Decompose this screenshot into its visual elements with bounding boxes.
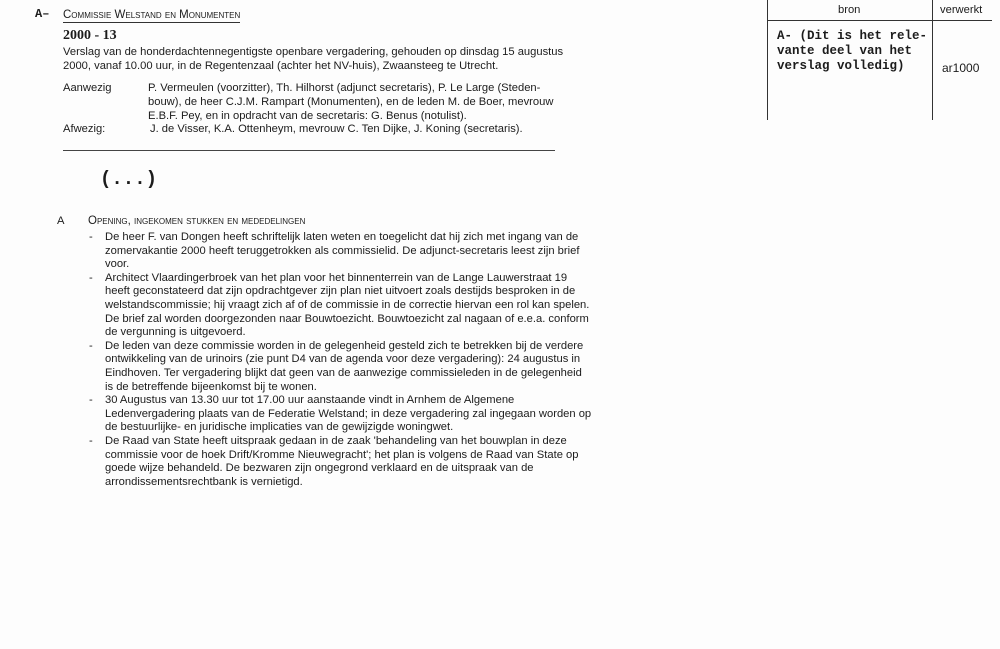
bullet-line: De brief zal worden doorgezonden naar Bouwtoezicht. Bouwtoezicht zal nagaan of e.e.a. conform — [105, 312, 589, 325]
bullet-line: arrondissementsrechtbank is vernietigd. — [105, 475, 303, 488]
present-line: E.B.F. Pey, en in opdracht van de secretaris: G. Benus (notulist). — [148, 110, 467, 122]
intro-line: Verslag van de honderdachtennegentigste openbare vergadering, gehouden op dinsdag 15 augustus — [63, 46, 564, 58]
organization-heading: Commissie Welstand en Monumenten — [63, 9, 241, 21]
bullet-dash: - — [89, 271, 93, 284]
bullet-line: de bestuurlijke- en juridische implicaties van de gewijzigde woningwet. — [105, 421, 454, 434]
bullet-line: is de betreffende bijeenkomst bij te wonen. — [105, 380, 317, 393]
col-processed-header: verwerkt — [940, 4, 983, 16]
absent-label: Afwezig: — [63, 123, 106, 135]
bullet-line: de vergunning is uitgevoerd. — [105, 326, 246, 339]
divider — [63, 150, 555, 151]
margin-mark: A– — [35, 7, 50, 21]
present-label: Aanwezig — [63, 82, 112, 94]
source-note-line: A- (Dit is het rele- — [777, 29, 928, 43]
table-border — [767, 20, 992, 21]
processed-code: ar1000 — [942, 61, 980, 75]
intro-line: 2000, vanaf 10.00 uur, in de Regentenzaal (achter het NV-huis), Zwaansteeg te Utrecht. — [63, 60, 499, 72]
bullet-line: zomervakantie 2000 heeft teruggetrokken als commissielid. De adjunct-secretaris leest zijn brief — [105, 244, 580, 257]
meeting-number: 2000 - 13 — [63, 28, 117, 43]
section-title: Opening, ingekomen stukken en mededelingen — [88, 215, 306, 227]
bullet-line: De Raad van State heeft uitspraak gedaan in de zaak 'behandeling van het bouwplan in deze — [105, 435, 567, 447]
bullet-line: voor. — [105, 258, 130, 271]
section-letter: A — [57, 215, 65, 227]
bullet-line: De leden van deze commissie worden in de gelegenheid gesteld zich te betrekken bij de verdere — [105, 339, 584, 352]
source-note-line: vante deel van het — [777, 44, 913, 58]
bullet-line: heeft geconstateerd dat zijn opdrachtgever zijn plan niet uitvoert zoals destijds besproken in de — [105, 285, 576, 298]
bullet-line: welstandscommissie; hij vraagt zich af of de commissie in de correctie hiervan een rol kan spelen. — [105, 299, 590, 311]
present-line: P. Vermeulen (voorzitter), Th. Hilhorst (adjunct secretaris), P. Le Large (Steden- — [148, 82, 541, 94]
bullet-line: Architect Vlaardingerbroek van het plan voor het binnenterrein van de Lange Lauwerstraat 19 — [105, 271, 568, 284]
bullet-dash: - — [89, 339, 93, 352]
bullet-line: goede wijze behandeld. De bezwaren zijn ongegrond verklaard en de uitspraak van de — [105, 462, 534, 475]
bullet-line: 30 Augustus van 13.30 uur tot 17.00 uur aanstaande vindt in Arnhem de Algemene — [105, 394, 515, 407]
bullet-line: De heer F. van Dongen heeft schriftelijk laten weten en toegelicht dat hij zich met ingang van de — [105, 231, 579, 243]
absent-line: J. de Visser, K.A. Ottenheym, mevrouw C. Ten Dijke, J. Koning (secretaris). — [150, 123, 523, 135]
bullet-dash: - — [89, 394, 93, 407]
bullet-dash: - — [89, 231, 93, 243]
bullet-line: commissie voor de hoek Drift/Kromme Nieuwegracht'; het plan is volgens de Raad van State op — [105, 448, 579, 461]
table-border — [932, 0, 933, 120]
ellipsis: (...) — [100, 168, 158, 190]
col-source-header: bron — [838, 4, 861, 16]
present-line: bouw), de heer C.J.M. Rampart (Monumenten), en de leden M. de Boer, mevrouw — [148, 96, 554, 108]
table-border — [767, 0, 768, 120]
bullet-line: Ledenvergadering plaats van de Federatie Welstand; in deze vergadering zal ingegaan worden op — [105, 407, 592, 420]
bullet-dash: - — [89, 435, 93, 447]
source-note-line: verslag volledig) — [777, 59, 905, 73]
bullet-line: ontwikkeling van de urinoirs (zie punt D4 van de agenda voor deze vergadering): 24 augustus in — [105, 353, 581, 366]
bullet-line: Eindhoven. Ter vergadering blijkt dat geen van de aanwezige commissieleden in de gelegenheid — [105, 367, 582, 379]
